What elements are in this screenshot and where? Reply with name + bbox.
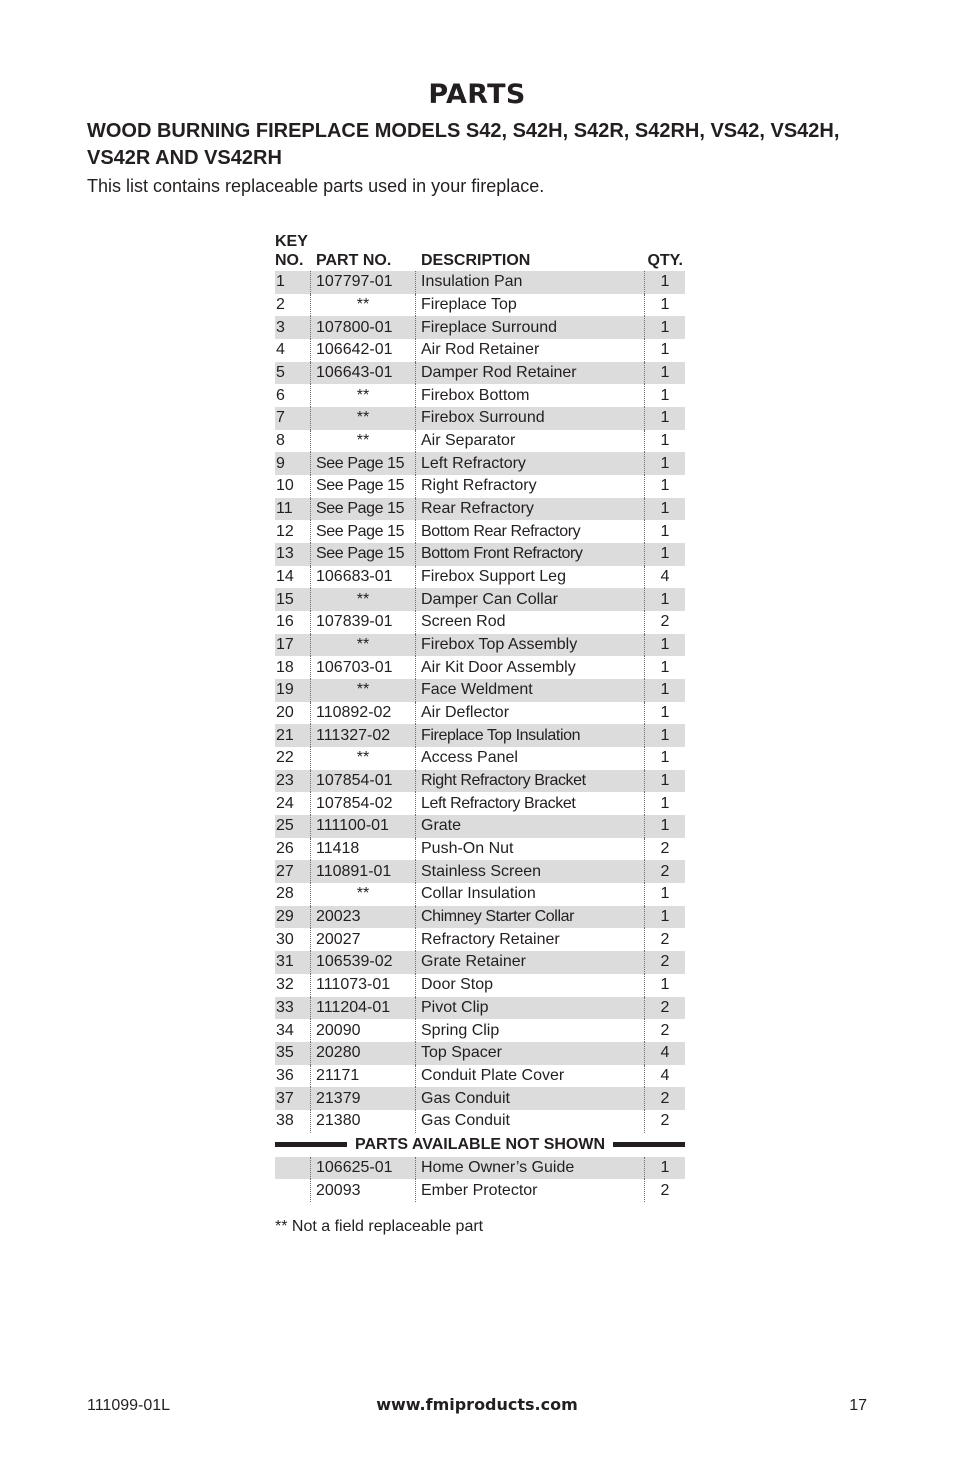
table-row <box>275 997 685 1020</box>
qty-cell: 1 <box>660 749 670 767</box>
part-number-cell: 21379 <box>311 1087 416 1110</box>
key-cell: 7 <box>275 407 311 430</box>
part-number-cell: 111327-02 <box>311 724 416 747</box>
table-row <box>275 543 685 566</box>
table-row <box>275 611 685 634</box>
part-number-cell: 107839-01 <box>311 611 416 634</box>
key-cell: 14 <box>275 566 311 589</box>
description-cell: Refractory Retainer <box>416 928 645 951</box>
key-cell: 16 <box>275 611 311 634</box>
description-cell: Insulation Pan <box>416 271 645 294</box>
key-cell: 6 <box>275 384 311 407</box>
key-cell: 23 <box>275 770 311 793</box>
description-cell: Air Kit Door Assembly <box>416 656 645 679</box>
part-number-cell: 21380 <box>311 1110 416 1133</box>
page-number: 17 <box>849 1397 867 1414</box>
key-cell: 15 <box>275 588 311 611</box>
description-cell: Screen Rod <box>416 611 645 634</box>
key-cell: 30 <box>275 928 311 951</box>
description-cell: Firebox Support Leg <box>416 566 645 589</box>
description-cell: Fireplace Top <box>416 294 645 317</box>
part-number-cell: 107854-02 <box>311 792 416 815</box>
description-cell: Air Separator <box>416 430 645 453</box>
qty-cell: 4 <box>660 1066 670 1084</box>
part-number-cell: See Page 15 <box>311 520 416 543</box>
header-part-no: PART NO. <box>316 252 392 269</box>
intro-text: This list contains replaceable parts used in your fireplace. <box>87 176 545 196</box>
qty-cell: 1 <box>660 386 670 404</box>
part-number-cell: 106625-01 <box>311 1157 416 1180</box>
key-cell: 33 <box>275 997 311 1020</box>
description-cell: Face Weldment <box>416 679 645 702</box>
part-number-cell: 106703-01 <box>311 656 416 679</box>
part-number-cell: 107800-01 <box>311 316 416 339</box>
key-cell: 11 <box>275 498 311 521</box>
key-cell: 34 <box>275 1019 311 1042</box>
doc-number: 111099-01L <box>87 1397 171 1414</box>
key-cell: 25 <box>275 815 311 838</box>
table-row <box>275 520 685 543</box>
table-row <box>275 566 685 589</box>
table-row <box>275 656 685 679</box>
table-row <box>275 1179 685 1202</box>
divider-bar-left <box>275 1142 347 1147</box>
description-cell: Stainless Screen <box>416 860 645 883</box>
table-row <box>275 498 685 521</box>
part-number-cell: 20027 <box>311 928 416 951</box>
key-cell: 18 <box>275 656 311 679</box>
key-cell: 1 <box>275 271 311 294</box>
key-cell: 12 <box>275 520 311 543</box>
description-cell: Push-On Nut <box>416 838 645 861</box>
part-number-cell: See Page 15 <box>311 475 416 498</box>
table-row <box>275 1019 685 1042</box>
table-row <box>275 1087 685 1110</box>
key-cell: 36 <box>275 1065 311 1088</box>
description-cell: Grate Retainer <box>416 951 645 974</box>
part-number-cell: ** <box>311 634 416 657</box>
table-row <box>275 1157 685 1180</box>
table-row <box>275 316 685 339</box>
table-row <box>275 860 685 883</box>
description-cell: Air Rod Retainer <box>416 339 645 362</box>
key-cell: 22 <box>275 747 311 770</box>
key-cell: 20 <box>275 702 311 725</box>
description-cell: Rear Refractory <box>416 498 645 521</box>
description-cell: Gas Conduit <box>416 1110 645 1133</box>
description-cell: Firebox Bottom <box>416 384 645 407</box>
part-number-cell: 110892-02 <box>311 702 416 725</box>
qty-cell: 1 <box>660 681 670 699</box>
description-cell: Firebox Top Assembly <box>416 634 645 657</box>
key-cell: 21 <box>275 724 311 747</box>
not-shown-label: PARTS AVAILABLE NOT SHOWN <box>354 1135 606 1153</box>
description-cell: Fireplace Top Insulation <box>416 724 645 747</box>
qty-cell: 1 <box>660 726 670 744</box>
description-cell: Air Deflector <box>416 702 645 725</box>
part-number-cell: 110891-01 <box>311 860 416 883</box>
table-body <box>275 271 685 1133</box>
description-cell: Damper Can Collar <box>416 588 645 611</box>
qty-cell: 1 <box>660 976 670 994</box>
key-cell: 5 <box>275 362 311 385</box>
key-cell: 19 <box>275 679 311 702</box>
key-cell: 35 <box>275 1042 311 1065</box>
description-cell: Pivot Clip <box>416 997 645 1020</box>
key-cell: 8 <box>275 430 311 453</box>
part-number-cell: 106683-01 <box>311 566 416 589</box>
qty-cell: 1 <box>660 908 670 926</box>
table-row <box>275 928 685 951</box>
description-cell: Fireplace Surround <box>416 316 645 339</box>
qty-cell: 2 <box>660 953 670 971</box>
table-row <box>275 452 685 475</box>
table-row <box>275 475 685 498</box>
table-row <box>275 906 685 929</box>
part-number-cell: 107854-01 <box>311 770 416 793</box>
part-number-cell: 111073-01 <box>311 974 416 997</box>
key-cell: 3 <box>275 316 311 339</box>
table-row <box>275 883 685 906</box>
part-number-cell: See Page 15 <box>311 543 416 566</box>
part-number-cell: ** <box>311 294 416 317</box>
part-number-cell: 106642-01 <box>311 339 416 362</box>
part-number-cell: 111204-01 <box>311 997 416 1020</box>
table-row <box>275 339 685 362</box>
table-row <box>275 430 685 453</box>
description-cell: Bottom Front Refractory <box>416 543 645 566</box>
part-number-cell: 111100-01 <box>311 815 416 838</box>
part-number-cell: 20023 <box>311 906 416 929</box>
qty-cell: 2 <box>660 840 670 858</box>
section-heading: WOOD BURNING FIREPLACE MODELS S42, S42H, S42R, S42RH, VS42, VS42H, VS42R AND VS42RH <box>87 120 840 169</box>
table-row <box>275 634 685 657</box>
qty-cell: 1 <box>660 522 670 540</box>
qty-cell: 1 <box>660 590 670 608</box>
qty-cell: 1 <box>660 273 670 291</box>
part-number-cell: 106539-02 <box>311 951 416 974</box>
description-cell: Conduit Plate Cover <box>416 1065 645 1088</box>
part-number-cell: 107797-01 <box>311 271 416 294</box>
description-cell: Ember Protector <box>416 1179 645 1202</box>
qty-cell: 1 <box>660 545 670 563</box>
table-row <box>275 362 685 385</box>
part-number-cell: ** <box>311 407 416 430</box>
qty-cell: 1 <box>660 885 670 903</box>
key-cell: 10 <box>275 475 311 498</box>
key-cell: 9 <box>275 452 311 475</box>
key-cell: 29 <box>275 906 311 929</box>
description-cell: Left Refractory <box>416 452 645 475</box>
description-cell: Access Panel <box>416 747 645 770</box>
qty-cell: 4 <box>660 568 670 586</box>
description-cell: Grate <box>416 815 645 838</box>
part-number-cell: ** <box>311 679 416 702</box>
description-cell: Gas Conduit <box>416 1087 645 1110</box>
key-cell <box>275 1157 311 1180</box>
table-row <box>275 1042 685 1065</box>
table-row <box>275 1065 685 1088</box>
parts-table <box>275 233 685 1202</box>
part-number-cell: 11418 <box>311 838 416 861</box>
key-cell: 38 <box>275 1110 311 1133</box>
table-row <box>275 384 685 407</box>
qty-cell: 1 <box>660 1158 670 1176</box>
key-cell: 31 <box>275 951 311 974</box>
qty-cell: 2 <box>660 613 670 631</box>
description-cell: Right Refractory Bracket <box>416 770 645 793</box>
not-shown-divider <box>275 1133 685 1157</box>
part-number-cell: ** <box>311 883 416 906</box>
page-title: PARTS <box>428 79 526 110</box>
qty-cell: 1 <box>660 500 670 518</box>
qty-cell: 1 <box>660 318 670 336</box>
description-cell: Collar Insulation <box>416 883 645 906</box>
qty-cell: 1 <box>660 772 670 790</box>
key-cell: 4 <box>275 339 311 362</box>
header-key-line2: NO. <box>275 252 304 269</box>
description-cell: Firebox Surround <box>416 407 645 430</box>
table-row <box>275 702 685 725</box>
description-cell: Chimney Starter Collar <box>416 906 645 929</box>
description-cell: Right Refractory <box>416 475 645 498</box>
footnote: ** Not a field replaceable part <box>275 1218 484 1235</box>
qty-cell: 4 <box>660 1044 670 1062</box>
table-row <box>275 407 685 430</box>
part-number-cell: 20280 <box>311 1042 416 1065</box>
qty-cell: 1 <box>660 477 670 495</box>
part-number-cell: ** <box>311 588 416 611</box>
description-cell: Home Owner’s Guide <box>416 1157 645 1180</box>
table-row <box>275 294 685 317</box>
qty-cell: 2 <box>660 1089 670 1107</box>
table-row <box>275 588 685 611</box>
description-cell: Door Stop <box>416 974 645 997</box>
description-cell: Damper Rod Retainer <box>416 362 645 385</box>
table-row <box>275 1110 685 1133</box>
description-cell: Bottom Rear Refractory <box>416 520 645 543</box>
table-row <box>275 770 685 793</box>
key-cell: 32 <box>275 974 311 997</box>
qty-cell: 1 <box>660 454 670 472</box>
qty-cell: 2 <box>660 1021 670 1039</box>
qty-cell: 2 <box>660 862 670 880</box>
table-row <box>275 271 685 294</box>
key-cell: 26 <box>275 838 311 861</box>
qty-cell: 1 <box>660 296 670 313</box>
part-number-cell: ** <box>311 384 416 407</box>
qty-cell: 1 <box>660 432 670 450</box>
qty-cell: 1 <box>660 636 670 654</box>
table-row <box>275 815 685 838</box>
part-number-cell: ** <box>311 430 416 453</box>
not-shown-body <box>275 1157 685 1202</box>
part-number-cell: See Page 15 <box>311 498 416 521</box>
qty-cell: 1 <box>660 704 670 722</box>
key-cell: 13 <box>275 543 311 566</box>
part-number-cell: 20093 <box>311 1179 416 1202</box>
table-header <box>275 233 685 271</box>
qty-cell: 2 <box>660 930 670 948</box>
key-cell: 17 <box>275 634 311 657</box>
key-cell <box>275 1179 311 1202</box>
qty-cell: 2 <box>660 998 670 1016</box>
part-number-cell: See Page 15 <box>311 452 416 475</box>
description-cell: Spring Clip <box>416 1019 645 1042</box>
table-row <box>275 792 685 815</box>
key-cell: 2 <box>275 294 311 317</box>
table-row <box>275 747 685 770</box>
description-cell: Left Refractory Bracket <box>416 792 645 815</box>
key-cell: 37 <box>275 1087 311 1110</box>
key-cell: 28 <box>275 883 311 906</box>
header-qty: QTY. <box>647 252 683 269</box>
table-row <box>275 974 685 997</box>
key-cell: 27 <box>275 860 311 883</box>
qty-cell: 1 <box>660 341 670 359</box>
table-row <box>275 724 685 747</box>
description-cell: Top Spacer <box>416 1042 645 1065</box>
qty-cell: 1 <box>660 817 670 835</box>
part-number-cell: 20090 <box>311 1019 416 1042</box>
qty-cell: 1 <box>660 364 670 382</box>
key-cell: 24 <box>275 792 311 815</box>
table-row <box>275 951 685 974</box>
website-link[interactable]: www.fmiproducts.com <box>376 1395 578 1414</box>
divider-bar-right <box>613 1142 685 1147</box>
part-number-cell: ** <box>311 747 416 770</box>
header-key-line1: KEY <box>275 233 308 250</box>
header-description: DESCRIPTION <box>421 252 531 269</box>
qty-cell: 1 <box>660 794 670 812</box>
qty-cell: 1 <box>660 658 670 676</box>
qty-cell: 2 <box>660 1112 670 1130</box>
qty-cell: 1 <box>660 409 670 427</box>
part-number-cell: 21171 <box>311 1065 416 1088</box>
qty-cell: 2 <box>660 1181 670 1199</box>
table-row <box>275 838 685 861</box>
table-row <box>275 679 685 702</box>
part-number-cell: 106643-01 <box>311 362 416 385</box>
